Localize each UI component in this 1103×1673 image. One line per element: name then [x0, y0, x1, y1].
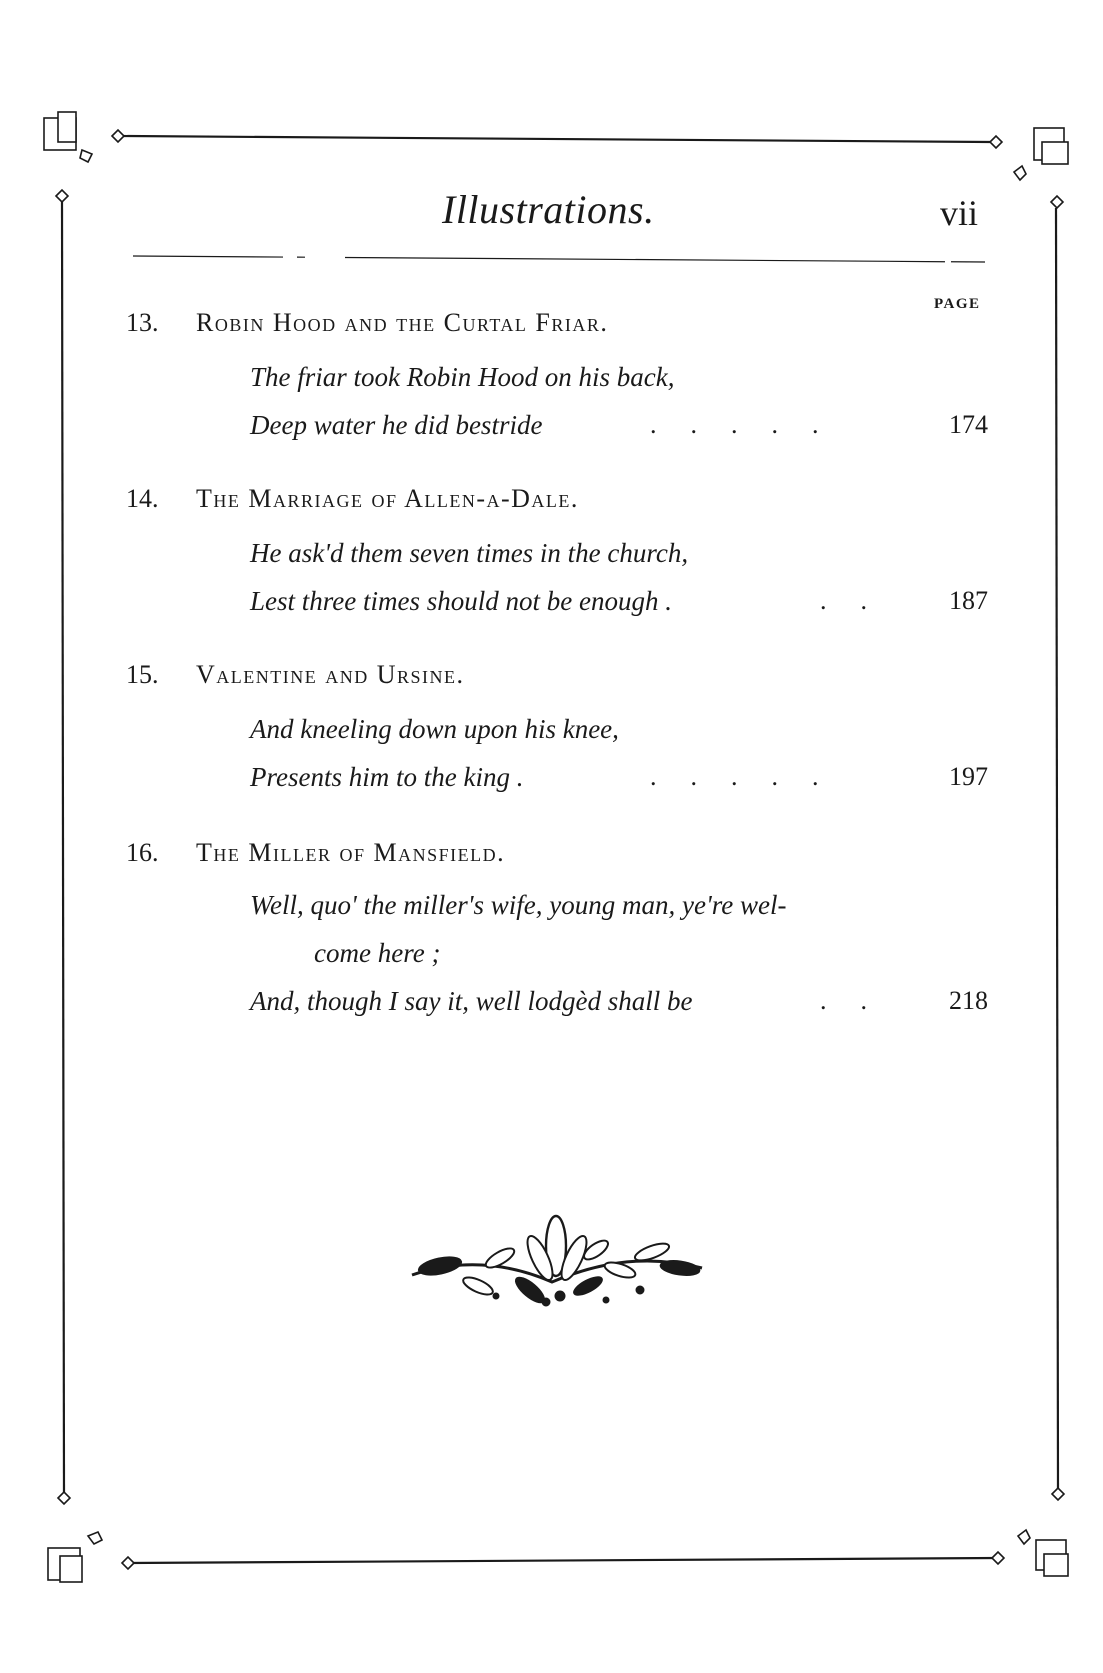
- entry-page: 197: [949, 762, 988, 791]
- entry-heading: The Miller of Mansfield.: [196, 838, 506, 867]
- entry-page: 174: [949, 410, 988, 439]
- entry-verse-line: Well, quo' the miller's wife, young man, ye're wel-: [250, 890, 787, 920]
- entry-verse-line: Lest three times should not be enough .: [250, 586, 672, 616]
- leader-dots: .....: [650, 762, 853, 791]
- entry-verse-line: He ask'd them seven times in the church,: [250, 538, 689, 568]
- leader-dots: .....: [650, 410, 853, 439]
- entry-heading: The Marriage of Allen-a-Dale.: [196, 484, 579, 513]
- entry-number: 16.: [126, 838, 159, 867]
- entry-verse-line: And kneeling down upon his knee,: [250, 714, 619, 744]
- leader-dots: ..: [820, 986, 901, 1015]
- floral-vignette: [412, 1216, 702, 1307]
- page-column-label: PAGE: [934, 296, 981, 312]
- leader-dots: ..: [820, 586, 901, 615]
- entry-number: 13.: [126, 308, 159, 337]
- entry-page: 218: [949, 986, 988, 1015]
- entry-heading: Valentine and Ursine.: [196, 660, 465, 689]
- entry-verse-line: And, though I say it, well lodgèd shall be: [250, 986, 693, 1016]
- entry-heading: Robin Hood and the Curtal Friar.: [196, 308, 609, 337]
- entry-verse-line: Presents him to the king .: [250, 762, 524, 792]
- page-title: Illustrations.: [442, 187, 655, 232]
- page-folio: vii: [940, 193, 979, 233]
- entry-number: 15.: [126, 660, 159, 689]
- entry-verse-line: The friar took Robin Hood on his back,: [250, 362, 675, 392]
- entry-verse-line-continued: come here ;: [314, 938, 441, 968]
- entry-number: 14.: [126, 484, 159, 513]
- entry-verse-line: Deep water he did bestride: [250, 410, 543, 440]
- entry-page: 187: [949, 586, 988, 615]
